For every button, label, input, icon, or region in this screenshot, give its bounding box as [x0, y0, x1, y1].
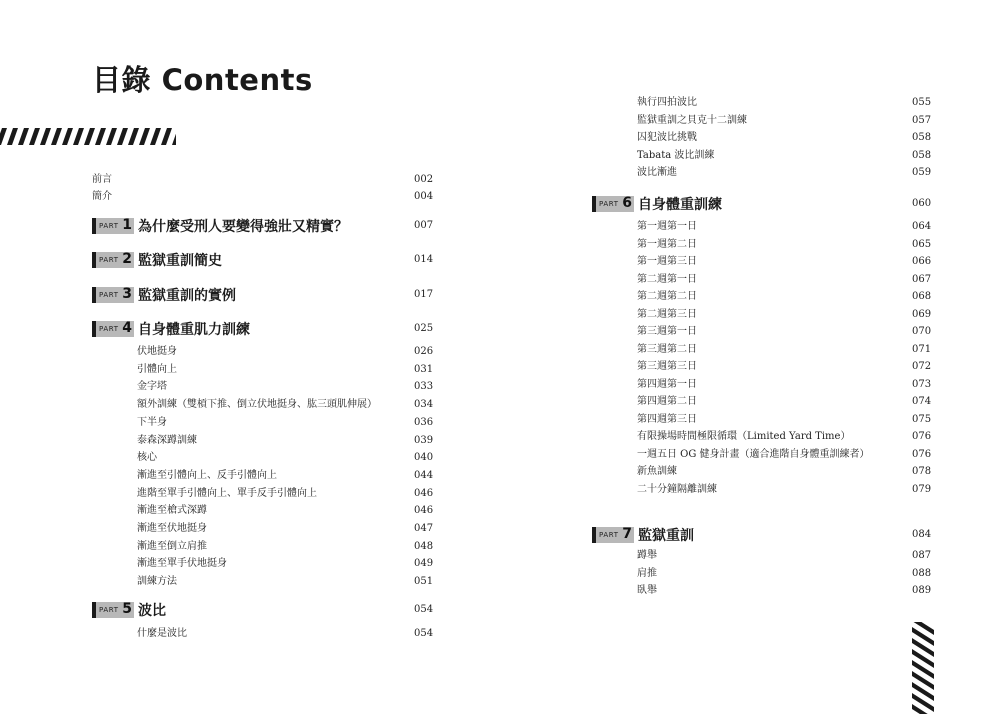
- page-title: 目錄 Contents: [92, 63, 313, 97]
- part-badge: PART 5: [92, 602, 134, 618]
- part-badge: PART 2: [92, 252, 134, 268]
- diagonal-stripes-decoration: [0, 128, 176, 145]
- diagonal-stripes-decoration-vertical: [912, 622, 934, 714]
- part-badge: PART 4: [92, 321, 134, 337]
- part-badge: PART 1: [92, 218, 134, 234]
- part-badge: PART 7: [592, 527, 634, 543]
- part-badge: PART 3: [92, 287, 134, 303]
- part-badge: PART 6: [592, 196, 634, 212]
